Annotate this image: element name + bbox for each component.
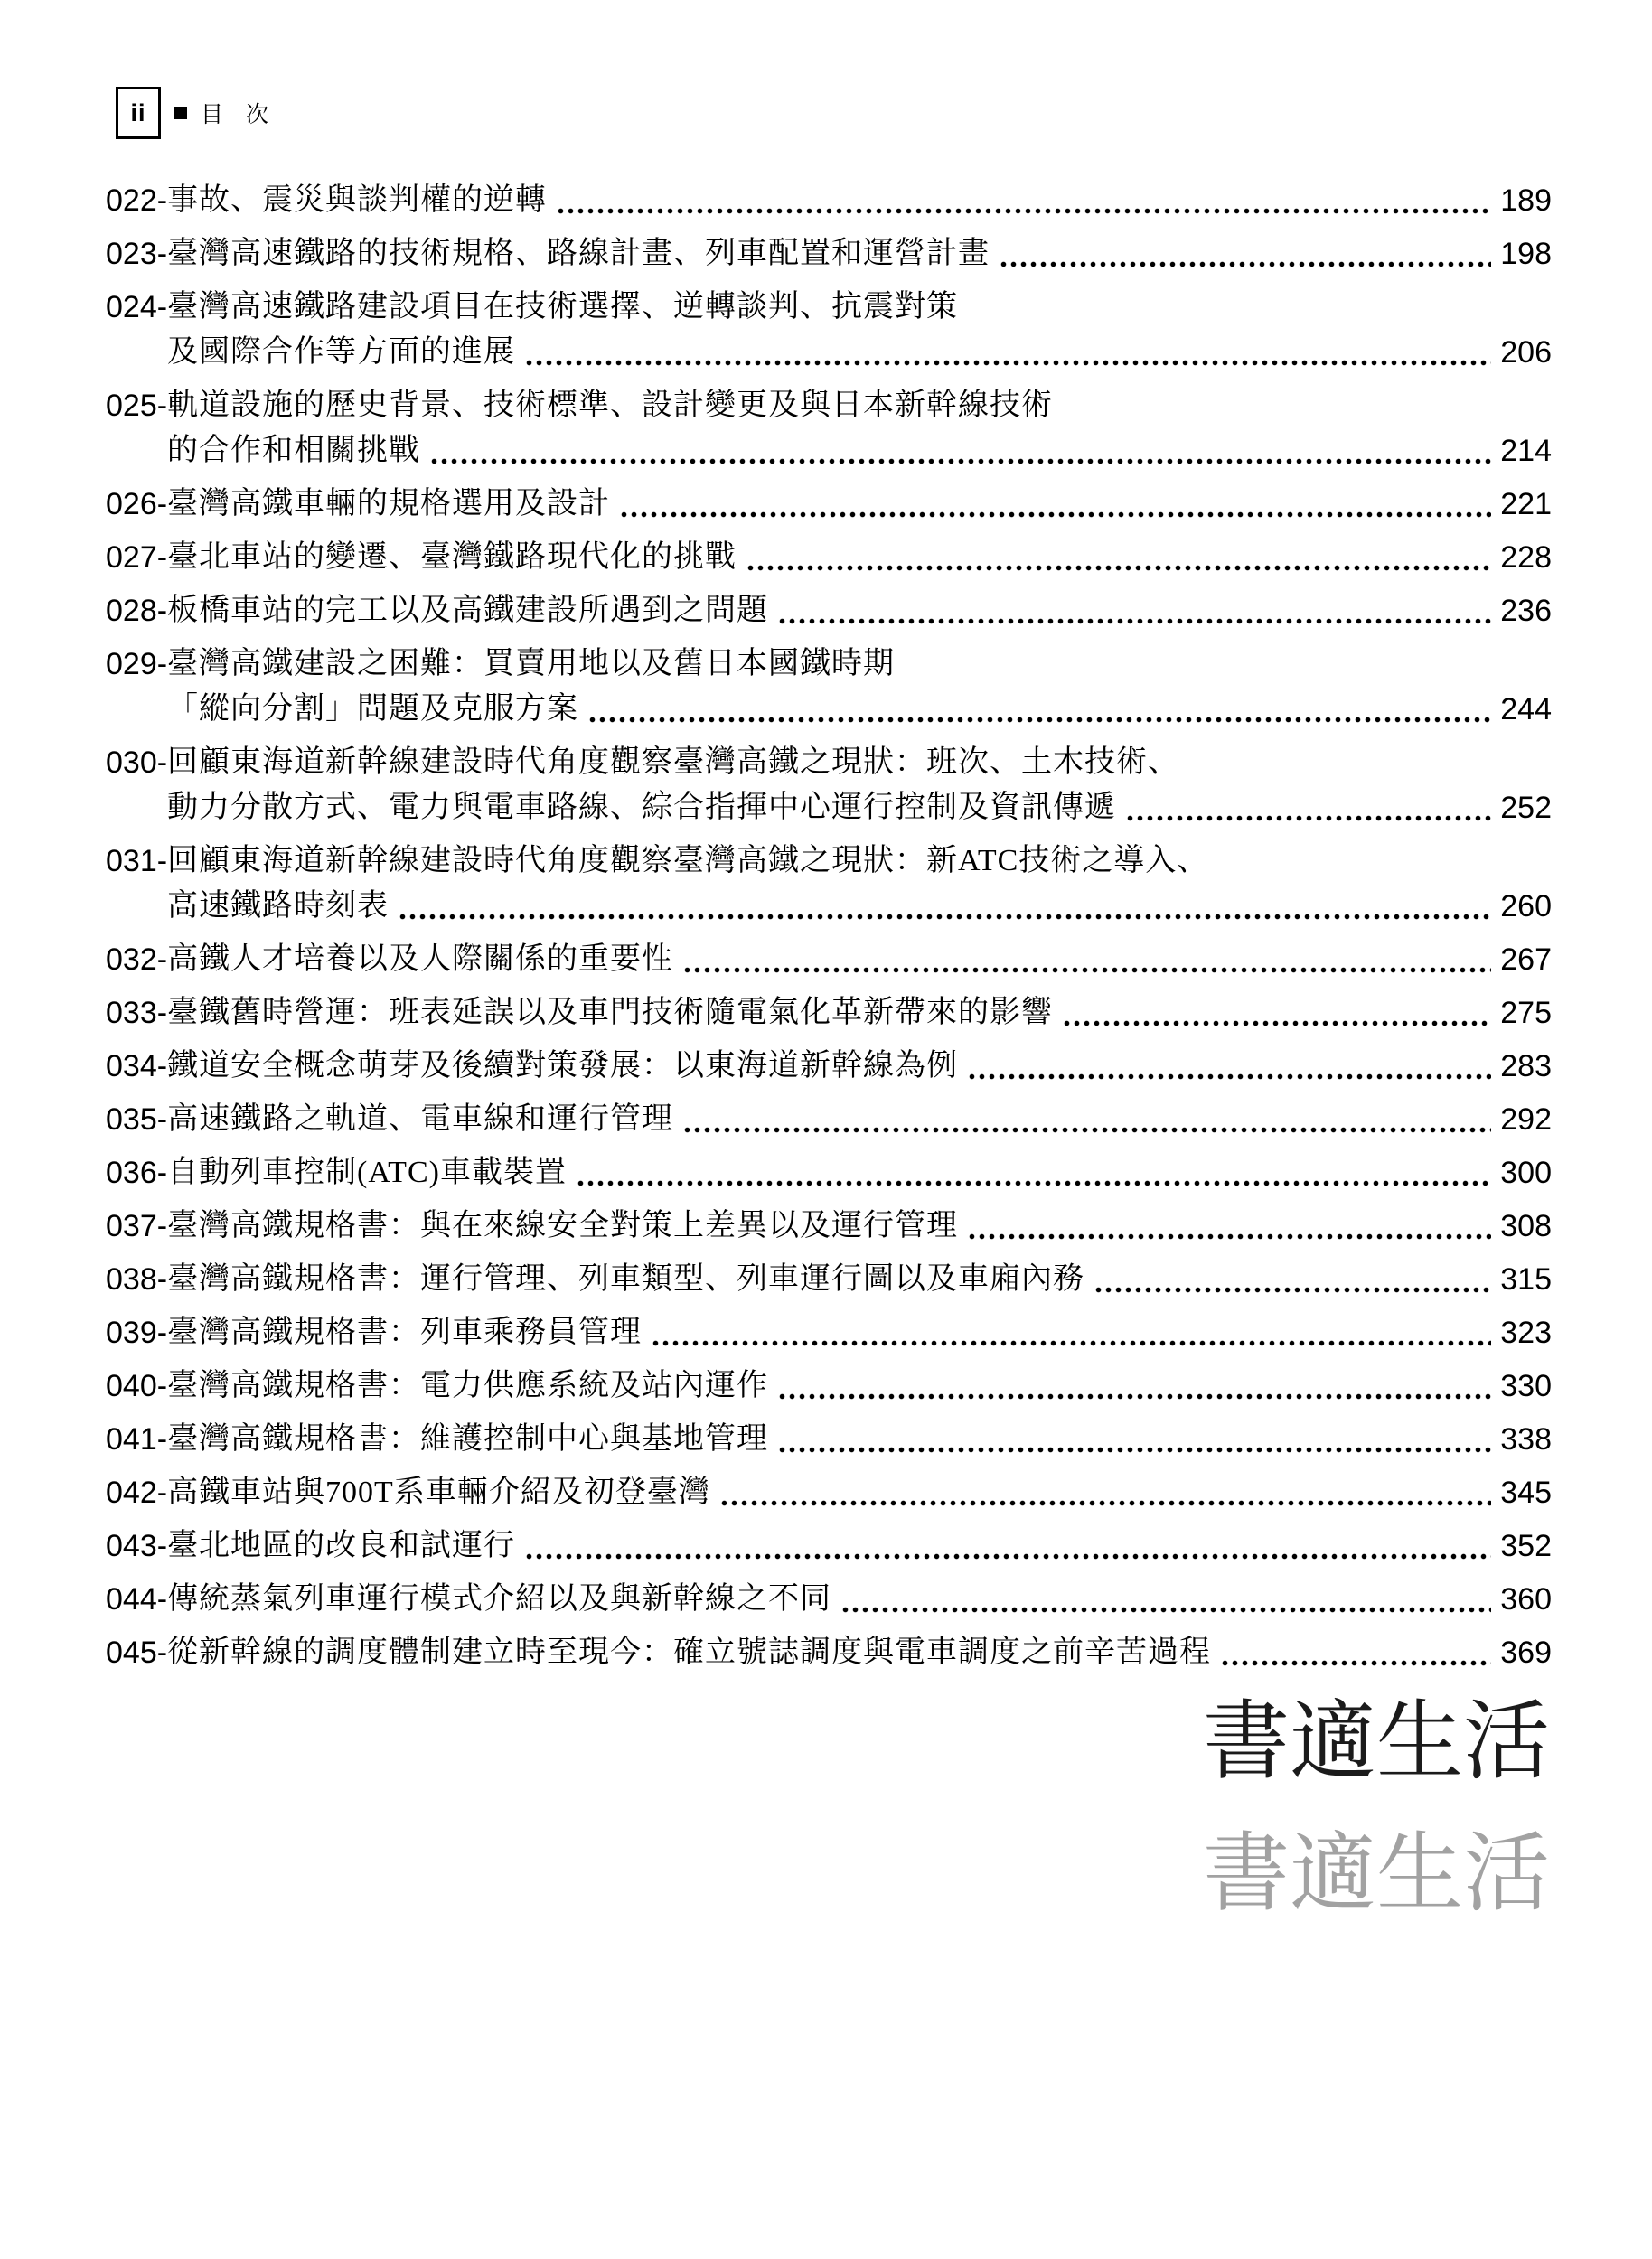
entry-page-number: 300	[1500, 1156, 1552, 1190]
toc-entry	[106, 383, 1552, 473]
entry-title: 傳統蒸氣列車運行模式介紹以及與新幹線之不同	[167, 1582, 832, 1616]
entry-number: 031-	[106, 844, 168, 878]
entry-title: 臺灣高鐵車輛的規格選用及設計	[167, 487, 611, 520]
dotted-leader	[747, 565, 1491, 571]
entry-page-number: 260	[1500, 889, 1552, 923]
entry-number: 036-	[106, 1156, 168, 1190]
toc-entry-line	[106, 285, 1552, 330]
entry-page-number: 228	[1500, 540, 1552, 575]
toc-entry-line	[106, 588, 1552, 633]
entry-title: 臺灣高鐵規格書：運行管理、列車類型、列車運行圖以及車廂內務	[167, 1262, 1085, 1296]
dotted-leader	[431, 458, 1491, 464]
entry-number: 040-	[106, 1369, 168, 1403]
dotted-leader	[589, 717, 1491, 723]
toc-entry-line	[106, 1310, 1552, 1355]
toc-entry	[106, 1097, 1552, 1142]
dotted-leader	[652, 1340, 1491, 1346]
toc-entry	[106, 482, 1552, 527]
toc-entry-line	[106, 1044, 1552, 1089]
entry-title: 動力分散方式、電力與電車路線、綜合指揮中心運行控制及資訊傳遞	[167, 791, 1116, 824]
entry-page-number: 323	[1500, 1316, 1552, 1350]
toc-entry-line	[106, 839, 1552, 884]
entry-number: 035-	[106, 1102, 168, 1137]
entry-number: 027-	[106, 540, 168, 575]
toc-entry	[106, 1630, 1552, 1675]
entry-number: 041-	[106, 1422, 168, 1457]
toc-entry-line	[106, 1097, 1552, 1142]
toc-entry-line	[106, 1204, 1552, 1249]
entry-number: 028-	[106, 594, 168, 628]
toc-entry	[106, 937, 1552, 982]
entry-title: 事故、震災與談判權的逆轉	[167, 183, 548, 217]
entry-number: 033-	[106, 996, 168, 1030]
entry-number: 037-	[106, 1209, 168, 1243]
entry-page-number: 236	[1500, 594, 1552, 628]
entry-number: 043-	[106, 1529, 168, 1563]
entry-number: 022-	[106, 183, 168, 218]
entry-page-number: 308	[1500, 1209, 1552, 1243]
toc-entry-line	[106, 740, 1552, 785]
entry-page-number: 338	[1500, 1422, 1552, 1457]
toc-entry-line	[106, 535, 1552, 580]
toc-entry	[106, 1470, 1552, 1515]
entry-number: 042-	[106, 1476, 168, 1510]
entry-title: 及國際合作等方面的進展	[167, 335, 515, 369]
dotted-leader	[1127, 815, 1491, 821]
entry-title: 臺灣高速鐵路的技術規格、路線計畫、列車配置和運營計畫	[167, 237, 990, 270]
toc-entry	[106, 1257, 1552, 1302]
toc-entry	[106, 1523, 1552, 1569]
toc-entry-line	[106, 1470, 1552, 1515]
dotted-leader	[842, 1607, 1491, 1613]
toc-entry	[106, 588, 1552, 633]
entry-title: 臺鐵舊時營運：班表延誤以及車門技術隨電氣化革新帶來的影響	[167, 996, 1054, 1029]
toc-list	[106, 178, 1552, 1683]
entry-page-number: 214	[1500, 434, 1552, 468]
entry-page-number: 360	[1500, 1582, 1552, 1617]
dotted-leader	[1222, 1660, 1491, 1666]
entry-number: 034-	[106, 1049, 168, 1083]
header-title: 目 次	[201, 102, 277, 127]
watermark-dark: 書適生活	[1203, 1693, 1550, 1790]
toc-entry	[106, 285, 1552, 375]
dotted-leader	[1095, 1287, 1491, 1293]
toc-entry-line	[106, 687, 1552, 732]
entry-number: 038-	[106, 1262, 168, 1297]
entry-page-number: 252	[1500, 791, 1552, 825]
toc-entry-line	[106, 428, 1552, 473]
entry-page-number: 244	[1500, 692, 1552, 726]
toc-entry-line	[106, 330, 1552, 375]
dotted-leader	[969, 1073, 1491, 1080]
dotted-leader	[526, 360, 1491, 366]
entry-page-number: 352	[1500, 1529, 1552, 1563]
entry-page-number: 315	[1500, 1262, 1552, 1297]
entry-page-number: 369	[1500, 1636, 1552, 1670]
watermark-light: 書適生活	[1203, 1825, 1550, 1922]
entry-title: 臺灣高速鐵路建設項目在技術選擇、逆轉談判、抗震對策	[167, 290, 959, 323]
entry-page-number: 267	[1500, 942, 1552, 977]
entry-number: 023-	[106, 237, 168, 271]
toc-entry-line	[106, 990, 1552, 1036]
dotted-leader	[721, 1500, 1491, 1506]
dotted-leader	[969, 1233, 1491, 1240]
entry-title: 高速鐵路之軌道、電車線和運行管理	[167, 1102, 674, 1136]
toc-entry-line	[106, 1257, 1552, 1302]
dotted-leader	[526, 1553, 1491, 1560]
dotted-leader	[1000, 261, 1491, 267]
entry-title: 高速鐵路時刻表	[167, 889, 389, 923]
toc-entry	[106, 1417, 1552, 1462]
toc-entry	[106, 1577, 1552, 1622]
toc-entry	[106, 231, 1552, 277]
dotted-leader	[779, 618, 1491, 624]
dotted-leader	[621, 511, 1491, 518]
toc-entry	[106, 178, 1552, 223]
toc-entry	[106, 1310, 1552, 1355]
entry-page-number: 275	[1500, 996, 1552, 1030]
dotted-leader	[558, 208, 1491, 214]
entry-title: 軌道設施的歷史背景、技術標準、設計變更及與日本新幹線技術	[167, 389, 1054, 422]
entry-title: 回顧東海道新幹線建設時代角度觀察臺灣高鐵之現狀：新ATC技術之導入、	[167, 844, 1209, 877]
toc-entry-line	[106, 1364, 1552, 1409]
entry-title: 板橋車站的完工以及高鐵建設所遇到之問題	[167, 594, 769, 627]
entry-number: 030-	[106, 745, 168, 780]
entry-number: 045-	[106, 1636, 168, 1670]
entry-page-number: 198	[1500, 237, 1552, 271]
entry-page-number: 345	[1500, 1476, 1552, 1510]
square-bullet-icon	[174, 107, 187, 119]
page-header	[116, 87, 277, 139]
entry-number: 044-	[106, 1582, 168, 1617]
entry-page-number: 189	[1500, 183, 1552, 218]
entry-page-number: 330	[1500, 1369, 1552, 1403]
entry-title: 臺灣高鐵規格書：與在來線安全對策上差異以及運行管理	[167, 1209, 959, 1242]
dotted-leader	[684, 967, 1491, 973]
entry-title: 臺北車站的變遷、臺灣鐵路現代化的挑戰	[167, 540, 737, 574]
entry-number: 029-	[106, 647, 168, 681]
entry-page-number: 206	[1500, 335, 1552, 370]
toc-entry-line	[106, 785, 1552, 830]
entry-title: 臺灣高鐵規格書：電力供應系統及站內運作	[167, 1369, 769, 1402]
dotted-leader	[779, 1447, 1491, 1453]
entry-title: 鐵道安全概念萌芽及後續對策發展：以東海道新幹線為例	[167, 1049, 959, 1083]
dotted-leader	[577, 1180, 1491, 1186]
toc-entry	[106, 535, 1552, 580]
entry-title: 自動列車控制(ATC)車載裝置	[167, 1156, 567, 1189]
toc-entry	[106, 839, 1552, 929]
entry-title: 臺北地區的改良和試運行	[167, 1529, 516, 1562]
entry-number: 026-	[106, 487, 168, 521]
toc-entry	[106, 740, 1552, 830]
toc-entry	[106, 1044, 1552, 1089]
toc-entry-line	[106, 1630, 1552, 1675]
entry-title: 高鐵人才培養以及人際關係的重要性	[167, 942, 674, 976]
entry-title: 「縱向分割」問題及克服方案	[167, 692, 578, 726]
dotted-leader	[779, 1393, 1491, 1400]
toc-entry-line	[106, 178, 1552, 223]
dotted-leader	[1064, 1020, 1491, 1026]
toc-entry-line	[106, 1417, 1552, 1462]
entry-number: 025-	[106, 389, 168, 423]
folio-page-number: ii	[116, 87, 161, 139]
toc-entry-line	[106, 884, 1552, 929]
toc-entry	[106, 1150, 1552, 1195]
entry-page-number: 221	[1500, 487, 1552, 521]
entry-title: 高鐵車站與700T系車輛介紹及初登臺灣	[167, 1476, 710, 1509]
toc-entry	[106, 642, 1552, 732]
toc-entry	[106, 990, 1552, 1036]
toc-entry-line	[106, 642, 1552, 687]
entry-title: 回顧東海道新幹線建設時代角度觀察臺灣高鐵之現狀：班次、土木技術、	[167, 745, 1180, 779]
toc-entry-line	[106, 1577, 1552, 1622]
entry-page-number: 292	[1500, 1102, 1552, 1137]
entry-number: 032-	[106, 942, 168, 977]
entry-title: 從新幹線的調度體制建立時至現今：確立號誌調度與電車調度之前辛苦過程	[167, 1636, 1212, 1669]
entry-title: 臺灣高鐵規格書：列車乘務員管理	[167, 1316, 643, 1349]
toc-entry-line	[106, 1523, 1552, 1569]
entry-title: 臺灣高鐵規格書：維護控制中心與基地管理	[167, 1422, 769, 1456]
entry-title: 的合作和相關挑戰	[167, 434, 420, 467]
toc-entry-line	[106, 1150, 1552, 1195]
toc-entry	[106, 1364, 1552, 1409]
entry-number: 024-	[106, 290, 168, 324]
toc-entry-line	[106, 937, 1552, 982]
dotted-leader	[399, 914, 1491, 920]
toc-entry	[106, 1204, 1552, 1249]
entry-title: 臺灣高鐵建設之困難：買賣用地以及舊日本國鐵時期	[167, 647, 896, 680]
entry-number: 039-	[106, 1316, 168, 1350]
toc-entry-line	[106, 383, 1552, 428]
toc-entry-line	[106, 231, 1552, 277]
entry-page-number: 283	[1500, 1049, 1552, 1083]
toc-entry-line	[106, 482, 1552, 527]
dotted-leader	[684, 1127, 1491, 1133]
